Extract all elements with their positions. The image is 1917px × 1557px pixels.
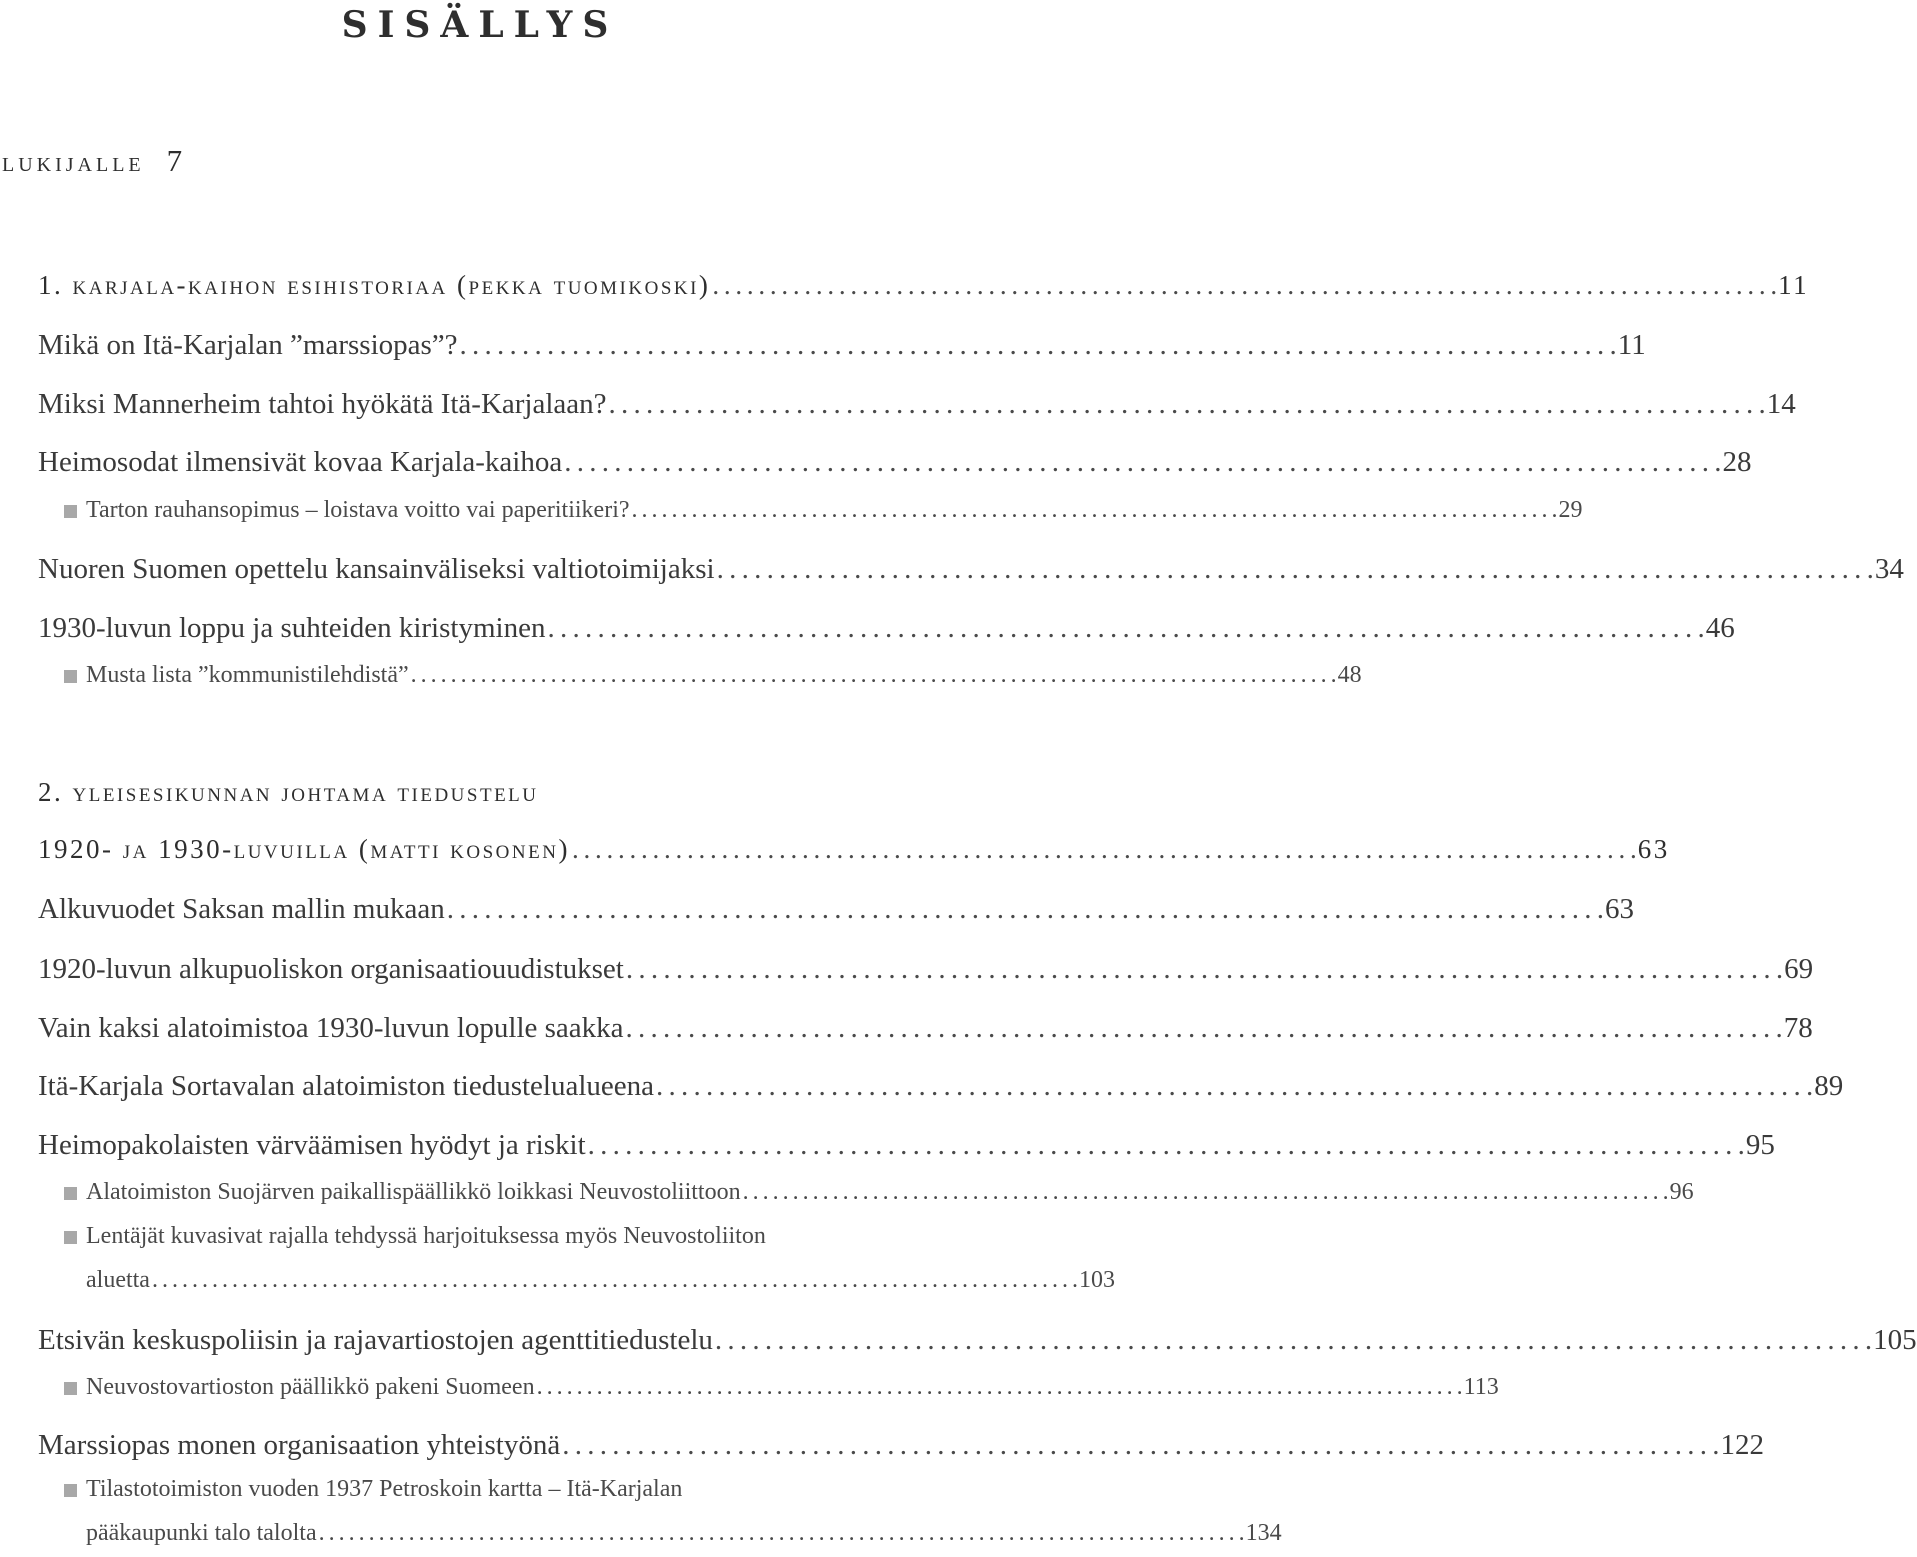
leader-dots bbox=[409, 662, 1338, 689]
page-number: 63 bbox=[1605, 893, 1634, 925]
leader-dots bbox=[560, 1429, 1720, 1462]
leader-dots bbox=[710, 270, 1778, 301]
entry-title: Tarton rauhansopimus – loistava voitto vai paperitiikeri? bbox=[86, 497, 630, 523]
entry-title: Marssiopas monen organisaation yhteistyönä bbox=[38, 1429, 561, 1461]
page-number: 95 bbox=[1745, 1129, 1775, 1161]
entry-title: Vain kaksi alatoimistoa 1930-luvun lopulle saakka bbox=[38, 1012, 624, 1044]
entry-title: Itä-Karjala Sortavalan alatoimiston tiedustelualueena bbox=[38, 1070, 655, 1102]
leader-dots bbox=[150, 1267, 1079, 1294]
leader-dots bbox=[586, 1129, 1746, 1162]
page-number: 14 bbox=[1766, 388, 1796, 420]
toc-entry[interactable] bbox=[38, 388, 1796, 421]
toc-subentry[interactable] bbox=[86, 1520, 1282, 1547]
leader-dots bbox=[445, 893, 1605, 926]
page-number: 96 bbox=[1669, 1179, 1694, 1205]
toc-chapter-2[interactable] bbox=[38, 834, 1670, 865]
bullet-square-icon bbox=[64, 1187, 77, 1200]
entry-title: Heimosodat ilmensivät kovaa Karjala-kaihoa bbox=[38, 446, 563, 478]
page-number: 134 bbox=[1245, 1520, 1282, 1546]
leader-dots bbox=[713, 1324, 1873, 1357]
toc-intro[interactable] bbox=[2, 143, 182, 179]
entry-title: 1930-luvun loppu ja suhteiden kiristyminen bbox=[38, 612, 546, 644]
toc-entry[interactable] bbox=[38, 953, 1814, 986]
page-number: 48 bbox=[1337, 662, 1362, 688]
leader-dots bbox=[715, 553, 1875, 586]
bullet-square-icon bbox=[64, 670, 77, 683]
entry-title: aluetta bbox=[86, 1267, 150, 1293]
toc-entry[interactable] bbox=[38, 1070, 1844, 1103]
page-number: 46 bbox=[1705, 612, 1735, 644]
toc-chapter-2-line1[interactable]: 2. yleisesikunnan johtama tiedustelu bbox=[38, 777, 539, 807]
toc-entry[interactable] bbox=[38, 553, 1904, 586]
toc-entry[interactable] bbox=[38, 446, 1752, 479]
page-number: 63 bbox=[1637, 834, 1670, 864]
toc-intro-page: 7 bbox=[166, 143, 183, 178]
toc-entry[interactable] bbox=[38, 612, 1735, 645]
leader-dots bbox=[458, 329, 1618, 362]
entry-title: Mikä on Itä-Karjalan ”marssiopas”? bbox=[38, 329, 458, 361]
leader-dots bbox=[545, 612, 1705, 645]
toc-subentry[interactable] bbox=[86, 1374, 1499, 1401]
entry-title: Musta lista ”kommunistilehdistä” bbox=[86, 662, 409, 688]
toc-subentry[interactable] bbox=[86, 497, 1583, 524]
entry-title: Neuvostovartioston päällikkö pakeni Suomeen bbox=[86, 1374, 535, 1400]
page-number: 122 bbox=[1720, 1429, 1764, 1461]
toc-entry[interactable] bbox=[38, 1429, 1764, 1462]
chapter-title: 1920- ja 1930-luvuilla (matti kosonen) bbox=[38, 834, 570, 864]
page-number: 11 bbox=[1617, 329, 1646, 361]
toc-entry[interactable] bbox=[38, 1129, 1775, 1162]
bullet-square-icon bbox=[64, 505, 77, 518]
page-number: 34 bbox=[1874, 553, 1904, 585]
leader-dots bbox=[562, 446, 1722, 479]
bullet-square-icon bbox=[64, 1382, 77, 1395]
page-number: 89 bbox=[1814, 1070, 1844, 1102]
leader-dots bbox=[741, 1179, 1670, 1206]
leader-dots bbox=[317, 1520, 1246, 1547]
page-title: SISÄLLYS bbox=[341, 4, 619, 46]
toc-entry[interactable] bbox=[38, 893, 1634, 926]
entry-title: pääkaupunki talo talolta bbox=[86, 1520, 317, 1546]
page-number: 78 bbox=[1783, 1012, 1813, 1044]
entry-title: Nuoren Suomen opettelu kansainväliseksi valtiotoimijaksi bbox=[38, 553, 715, 585]
toc-subentry[interactable] bbox=[86, 1179, 1694, 1206]
toc-entry[interactable] bbox=[38, 329, 1646, 362]
entry-title: Alatoimiston Suojärven paikallispäällikkö loikkasi Neuvostoliittoon bbox=[86, 1179, 741, 1205]
bullet-square-icon bbox=[64, 1231, 77, 1244]
entry-title: Heimopakolaisten värväämisen hyödyt ja riskit bbox=[38, 1129, 586, 1161]
chapter-title: 1. karjala-kaihon esihistoriaa (pekka tuomikoski) bbox=[38, 270, 711, 300]
toc-subentry-line1[interactable]: Tilastotoimiston vuoden 1937 Petroskoin kartta – Itä-Karjalan bbox=[86, 1476, 683, 1502]
leader-dots bbox=[535, 1374, 1464, 1401]
page-number: 105 bbox=[1873, 1324, 1917, 1356]
entry-title: Miksi Mannerheim tahtoi hyökätä Itä-Karjalaan? bbox=[38, 388, 607, 420]
leader-dots bbox=[624, 953, 1784, 986]
entry-title: Alkuvuodet Saksan mallin mukaan bbox=[38, 893, 445, 925]
page-number: 103 bbox=[1078, 1267, 1115, 1293]
toc-entry[interactable] bbox=[38, 1324, 1917, 1357]
leader-dots bbox=[624, 1012, 1784, 1045]
toc-subentry[interactable] bbox=[86, 1267, 1115, 1294]
leader-dots bbox=[607, 388, 1767, 421]
page-number: 29 bbox=[1558, 497, 1583, 523]
entry-title: 1920-luvun alkupuoliskon organisaatiouudistukset bbox=[38, 953, 624, 985]
page-number: 69 bbox=[1784, 953, 1814, 985]
toc-entry[interactable] bbox=[38, 1012, 1813, 1045]
leader-dots bbox=[570, 834, 1638, 865]
bullet-square-icon bbox=[64, 1484, 77, 1497]
page-number: 113 bbox=[1463, 1374, 1499, 1400]
toc-subentry-line1[interactable]: Lentäjät kuvasivat rajalla tehdyssä harjoituksessa myös Neuvostoliiton bbox=[86, 1223, 766, 1249]
entry-title: Etsivän keskuspoliisin ja rajavartiostojen agenttitiedustelu bbox=[38, 1324, 713, 1356]
toc-subentry[interactable] bbox=[86, 662, 1362, 689]
page-number: 28 bbox=[1722, 446, 1752, 478]
leader-dots bbox=[654, 1070, 1814, 1103]
page-number: 11 bbox=[1778, 270, 1810, 300]
toc-chapter-1[interactable] bbox=[38, 270, 1810, 301]
leader-dots bbox=[630, 497, 1559, 524]
toc-intro-label: lukijalle bbox=[2, 147, 145, 178]
